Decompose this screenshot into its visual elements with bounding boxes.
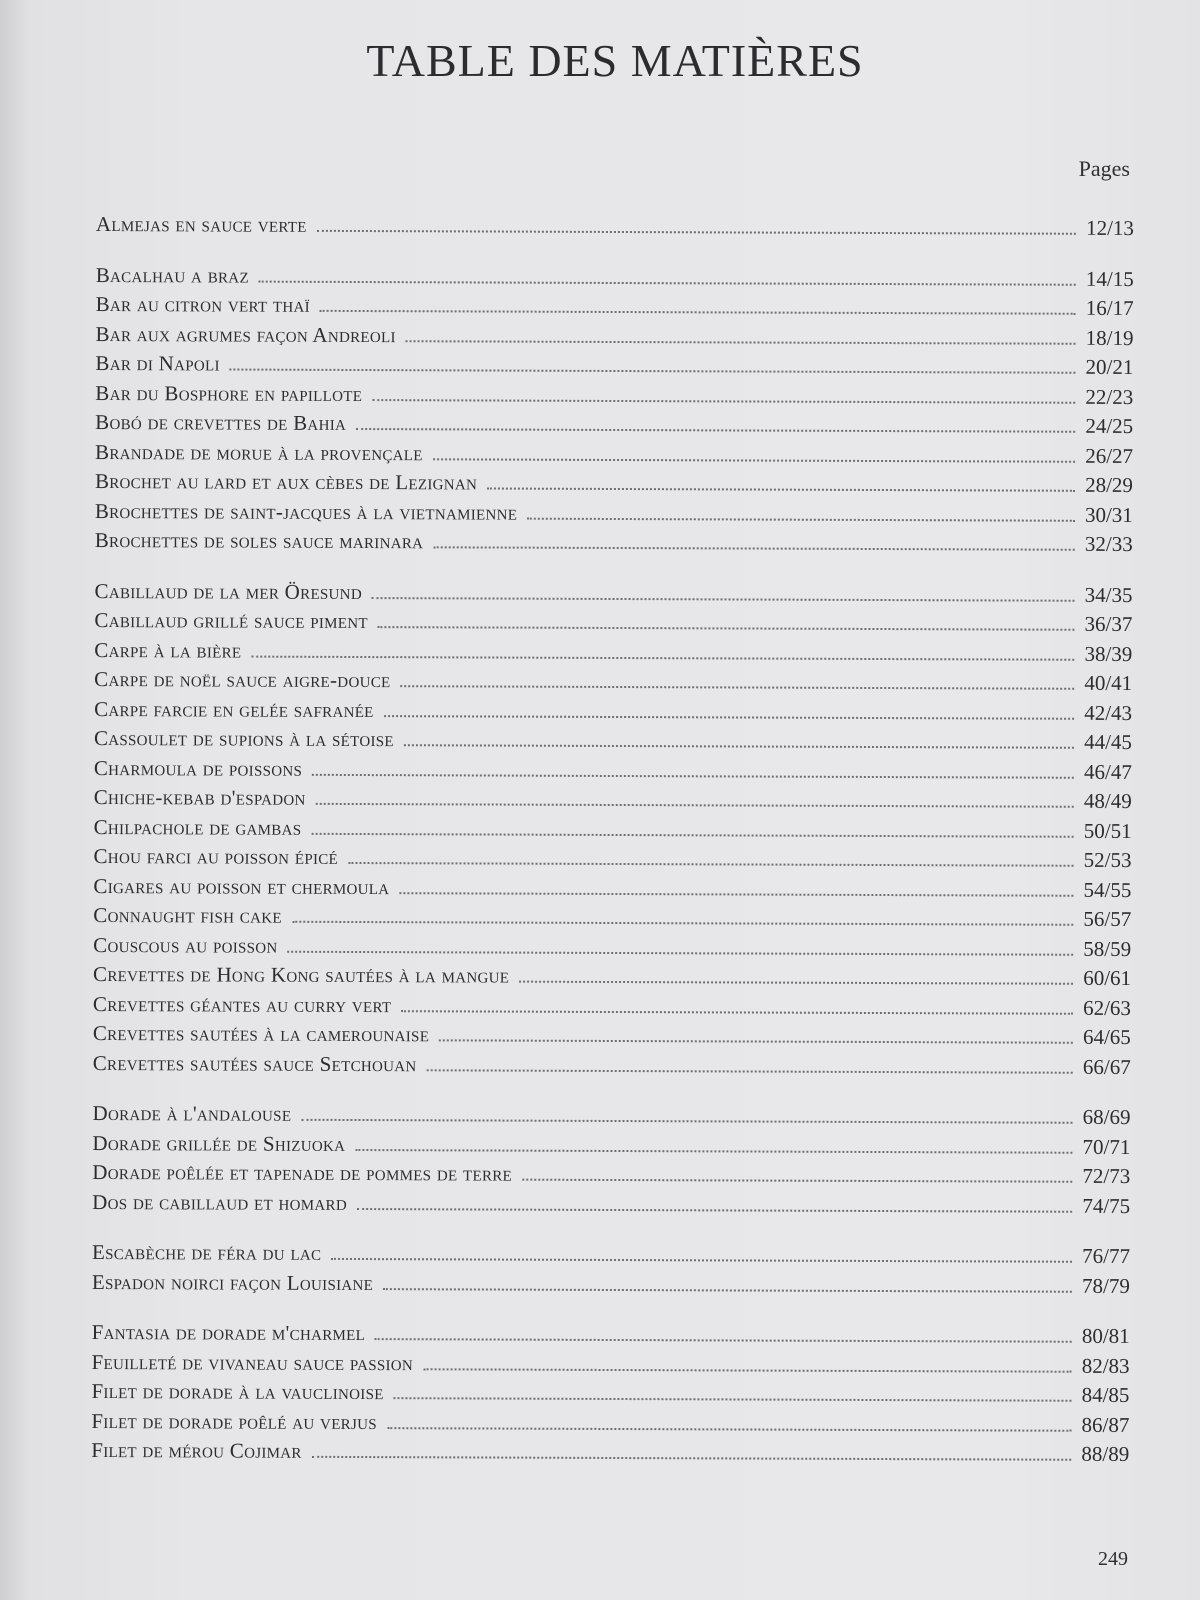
toc-entry <box>96 212 1134 245</box>
toc-entry-pages: 88/89 <box>1081 1441 1130 1466</box>
toc-entry-pages: 68/69 <box>1082 1104 1131 1129</box>
dot-leader <box>301 1119 1072 1124</box>
toc-group <box>96 212 1134 245</box>
toc-entry <box>92 1320 1130 1353</box>
toc-entry-title: Bar di Napoli <box>95 350 220 376</box>
toc-entry-title: Brochettes de soles sauce marinara <box>94 527 424 554</box>
table-of-contents <box>91 212 1134 1492</box>
toc-entry-title: Fantasia de dorade m'charmel <box>91 1319 366 1346</box>
toc-entry-title: Bar aux agrumes façon Andreoli <box>95 321 396 347</box>
toc-entry-title: Almejas en sauce verte <box>95 212 307 237</box>
toc-entry-title: Crevettes sautées sauce Setchouan <box>92 1050 417 1076</box>
dot-leader <box>433 458 1075 462</box>
toc-entry <box>95 469 1133 502</box>
toc-entry <box>93 991 1131 1024</box>
dot-leader <box>383 1288 1072 1293</box>
toc-entry <box>93 932 1131 965</box>
toc-group <box>95 262 1134 561</box>
toc-entry-pages: 86/87 <box>1081 1412 1130 1437</box>
toc-entry <box>94 667 1132 700</box>
toc-entry <box>92 1101 1130 1134</box>
toc-entry-title: Charmoula de poissons <box>93 755 303 781</box>
toc-entry <box>96 262 1134 295</box>
toc-entry <box>94 755 1132 788</box>
toc-entry <box>94 608 1132 641</box>
toc-entry <box>91 1438 1129 1471</box>
toc-entry-title: Filet de dorade poêlé au verjus <box>91 1408 377 1434</box>
toc-entry-pages: 76/77 <box>1082 1243 1131 1268</box>
toc-entry <box>95 380 1133 413</box>
toc-entry-title: Cassoulet de supions à la sétoise <box>93 725 394 752</box>
toc-entry-title: Espadon noirci façon Louisiane <box>91 1269 374 1295</box>
toc-entry-pages: 80/81 <box>1081 1323 1130 1348</box>
toc-entry <box>94 578 1132 611</box>
dot-leader <box>312 1456 1071 1461</box>
dot-leader <box>320 310 1076 315</box>
toc-entry <box>92 1349 1130 1382</box>
toc-entry-pages: 56/57 <box>1083 906 1132 931</box>
toc-entry-title: Connaught fish cake <box>93 902 282 928</box>
toc-entry-pages: 50/51 <box>1083 818 1132 843</box>
toc-entry-pages: 38/39 <box>1084 641 1133 666</box>
toc-entry-title: Escabèche de féra du lac <box>91 1239 322 1265</box>
toc-entry-pages: 52/53 <box>1083 847 1132 872</box>
toc-entry <box>93 844 1131 877</box>
toc-entry <box>93 1021 1131 1054</box>
dot-leader <box>317 230 1076 235</box>
toc-entry-title: Brandade de morue à la provençale <box>95 439 423 465</box>
toc-entry <box>92 1160 1130 1193</box>
toc-entry-title: Chilpachole de gambas <box>93 814 302 840</box>
toc-entry-title: Dorade poêlée et tapenade de pommes de terre <box>92 1159 513 1186</box>
dot-leader <box>387 1427 1071 1432</box>
toc-entry <box>91 1379 1129 1412</box>
toc-entry-pages: 14/15 <box>1085 266 1134 291</box>
toc-entry <box>95 410 1133 443</box>
toc-entry-pages: 46/47 <box>1083 759 1132 784</box>
toc-entry-title: Crevettes de Hong Kong sautées à la mangue <box>93 961 510 988</box>
dot-leader <box>331 1258 1072 1263</box>
toc-entry-pages: 54/55 <box>1083 877 1132 902</box>
toc-entry-pages: 20/21 <box>1085 354 1134 379</box>
toc-entry-pages: 12/13 <box>1086 215 1134 240</box>
dot-leader <box>251 655 1074 660</box>
dot-leader <box>401 1010 1073 1015</box>
toc-entry-title: Cabillaud de la mer Öresund <box>94 578 363 604</box>
toc-entry-title: Crevettes sautées à la camerounaise <box>92 1020 430 1047</box>
dot-leader <box>423 1368 1071 1372</box>
dot-leader <box>292 921 1073 926</box>
toc-entry-pages: 48/49 <box>1083 788 1132 813</box>
dot-leader <box>406 340 1076 345</box>
dot-leader <box>394 1397 1072 1402</box>
page-number: 249 <box>1098 1548 1128 1570</box>
toc-entry-pages: 40/41 <box>1084 670 1133 695</box>
toc-entry-pages: 58/59 <box>1083 936 1132 961</box>
toc-entry <box>94 814 1132 847</box>
toc-entry-pages: 60/61 <box>1083 965 1132 990</box>
toc-entry-pages: 44/45 <box>1084 729 1133 754</box>
toc-group <box>92 1101 1130 1223</box>
toc-entry <box>94 696 1132 729</box>
dot-leader <box>230 369 1076 374</box>
toc-entry-title: Bobó de crevettes de Bahia <box>95 409 347 435</box>
dot-leader <box>384 715 1074 720</box>
toc-entry-title: Bar du Bosphore en papillote <box>95 380 363 406</box>
toc-entry-pages: 22/23 <box>1085 384 1134 409</box>
toc-entry <box>95 439 1133 472</box>
toc-entry-pages: 78/79 <box>1081 1273 1130 1298</box>
toc-entry-pages: 32/33 <box>1084 531 1133 556</box>
toc-entry <box>92 1269 1130 1302</box>
dot-leader <box>404 744 1074 749</box>
toc-entry <box>94 726 1132 759</box>
toc-group <box>91 1320 1130 1471</box>
toc-entry <box>93 903 1131 936</box>
toc-entry-title: Cabillaud grillé sauce piment <box>94 607 368 634</box>
toc-entry-pages: 42/43 <box>1084 700 1133 725</box>
toc-entry-pages: 30/31 <box>1084 502 1133 527</box>
toc-entry-title: Crevettes géantes au curry vert <box>92 991 392 1017</box>
dot-leader <box>439 1039 1073 1043</box>
dot-leader <box>312 773 1074 778</box>
toc-entry-title: Carpe farcie en gelée safranée <box>94 696 374 722</box>
toc-entry-title: Dos de cabillaud et homard <box>92 1189 348 1215</box>
toc-entry <box>92 1240 1130 1273</box>
dot-leader <box>399 892 1073 897</box>
toc-entry <box>92 1189 1130 1222</box>
dot-leader <box>375 1338 1072 1343</box>
toc-entry-pages: 28/29 <box>1085 472 1134 497</box>
dot-leader <box>378 626 1075 631</box>
toc-entry-title: Bacalhau a braz <box>95 262 249 288</box>
dot-leader <box>357 1208 1072 1213</box>
toc-entry-pages: 24/25 <box>1085 413 1134 438</box>
toc-entry-title: Brochettes de saint-jacques à la vietnamienne <box>94 498 518 525</box>
dot-leader <box>487 488 1075 492</box>
toc-entry <box>92 1130 1130 1163</box>
dot-leader <box>372 399 1075 404</box>
dot-leader <box>288 950 1074 955</box>
dot-leader <box>427 1069 1073 1073</box>
toc-entry <box>94 637 1132 670</box>
toc-entry <box>95 351 1133 384</box>
toc-entry-title: Dorade grillée de Shizuoka <box>92 1130 346 1156</box>
toc-entry <box>96 292 1134 325</box>
toc-entry-pages: 26/27 <box>1085 443 1134 468</box>
toc-entry-pages: 34/35 <box>1084 582 1133 607</box>
page-title: TABLE DES MATIÈRES <box>366 35 864 86</box>
toc-entry-title: Dorade à l'andalouse <box>92 1100 292 1126</box>
toc-entry-pages: 36/37 <box>1084 611 1133 636</box>
toc-entry <box>91 1408 1129 1441</box>
toc-entry-title: Chiche-kebab d'espadon <box>93 784 306 810</box>
toc-entry-pages: 70/71 <box>1082 1134 1131 1159</box>
toc-entry-title: Filet de dorade à la vauclinoise <box>91 1378 384 1405</box>
toc-entry-title: Carpe de noël sauce aigre-douce <box>94 666 391 693</box>
toc-entry <box>93 1050 1131 1083</box>
toc-entry <box>95 498 1133 531</box>
dot-leader <box>400 685 1074 690</box>
dot-leader <box>356 428 1075 433</box>
toc-entry <box>93 962 1131 995</box>
toc-entry-pages: 72/73 <box>1082 1163 1131 1188</box>
toc-entry-pages: 16/17 <box>1085 295 1134 320</box>
dot-leader <box>348 862 1073 867</box>
toc-entry-pages: 74/75 <box>1082 1193 1131 1218</box>
toc-entry-title: Carpe à la bière <box>94 637 242 663</box>
toc-entry <box>94 785 1132 818</box>
toc-entry-pages: 82/83 <box>1081 1353 1130 1378</box>
dot-leader <box>259 280 1076 285</box>
toc-entry-pages: 64/65 <box>1082 1024 1131 1049</box>
dot-leader <box>433 546 1074 550</box>
toc-entry-pages: 62/63 <box>1083 995 1131 1020</box>
toc-entry-title: Cigares au poisson et chermoula <box>93 873 390 899</box>
dot-leader <box>519 981 1073 985</box>
toc-entry-title: Filet de mérou Cojimar <box>91 1437 302 1463</box>
toc-entry-title: Couscous au poisson <box>93 932 278 958</box>
dot-leader <box>311 832 1073 837</box>
dot-leader <box>355 1149 1072 1154</box>
toc-entry-title: Bar au citron vert thaï <box>95 291 311 317</box>
toc-group <box>93 578 1133 1083</box>
toc-entry-pages: 84/85 <box>1081 1382 1130 1407</box>
toc-entry <box>93 873 1131 906</box>
toc-entry-pages: 18/19 <box>1085 325 1134 350</box>
pages-column-label: Pages <box>1078 156 1130 181</box>
toc-entry <box>95 528 1133 561</box>
dot-leader <box>372 597 1075 602</box>
toc-entry-title: Feuilleté de vivaneau sauce passion <box>91 1349 414 1375</box>
toc-group <box>92 1240 1130 1303</box>
dot-leader <box>316 803 1074 808</box>
dot-leader <box>522 1179 1072 1183</box>
toc-entry-pages: 66/67 <box>1082 1054 1131 1079</box>
toc-entry <box>95 321 1133 354</box>
toc-entry-title: Chou farci au poisson épicé <box>93 843 339 869</box>
dot-leader <box>527 517 1075 521</box>
toc-entry-title: Brochet au lard et aux cèbes de Lezignan <box>94 468 478 495</box>
